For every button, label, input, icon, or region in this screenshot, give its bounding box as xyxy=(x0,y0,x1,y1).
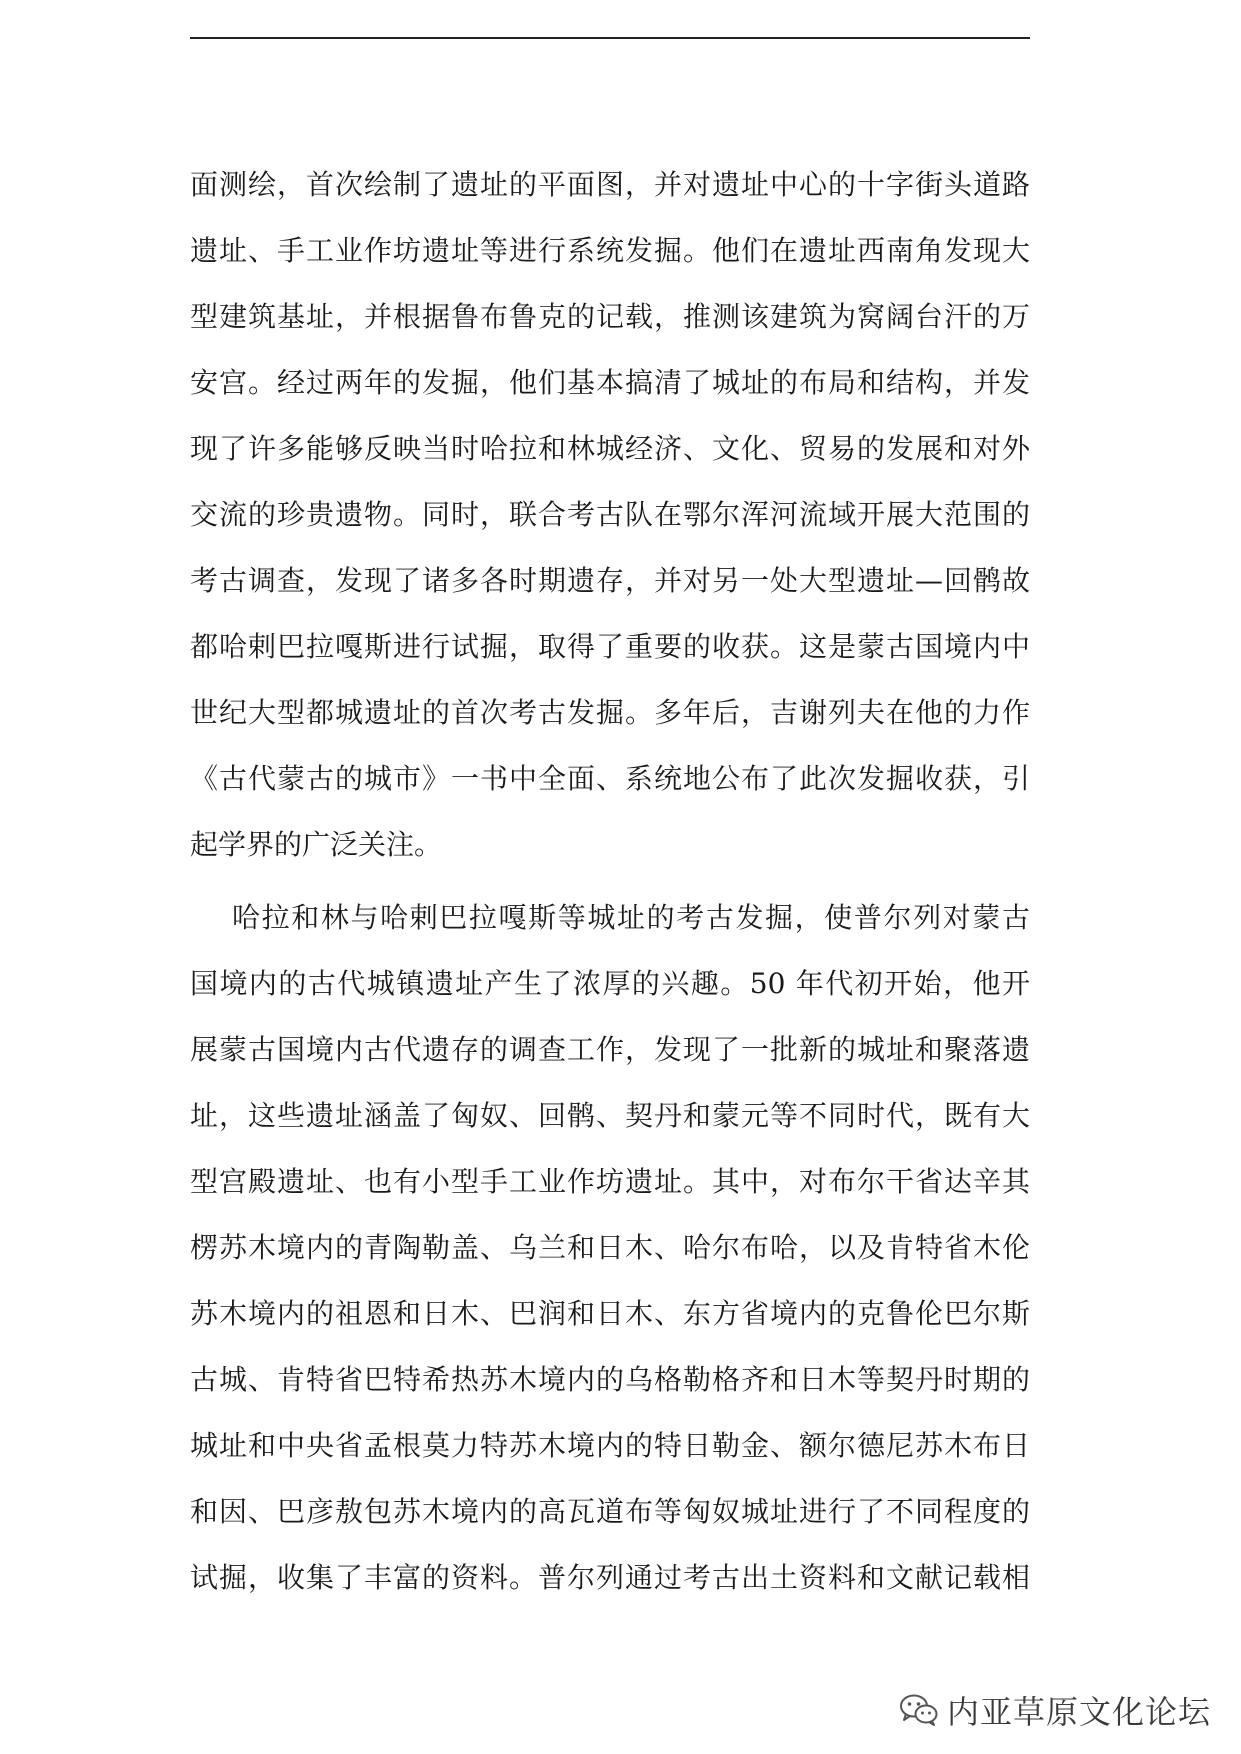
source-watermark xyxy=(899,1688,1211,1732)
text-line: 世纪大型都城遗址的首次考古发掘。多年后，吉谢列夫在他的力作 xyxy=(190,696,1030,729)
text-line: 址，这些遗址涵盖了匈奴、回鹘、契丹和蒙元等不同时代，既有大 xyxy=(190,1099,1030,1132)
text-line: 古城、肯特省巴特希热苏木境内的乌格勒格齐和日木等契丹时期的 xyxy=(190,1363,1030,1396)
text-line: 面测绘，首次绘制了遗址的平面图，并对遗址中心的十字街头道路 xyxy=(190,168,1030,201)
text-line: 型建筑基址，并根据鲁布鲁克的记载，推测该建筑为窝阔台汗的万 xyxy=(190,300,1030,333)
text-line: 交流的珍贵遗物。同时，联合考古队在鄂尔浑河流域开展大范围的 xyxy=(190,498,1030,531)
paragraph-1 xyxy=(190,152,1030,878)
text-line: 展蒙古国境内古代遗存的调查工作，发现了一批新的城址和聚落遗 xyxy=(190,1033,1030,1066)
text-line: 都哈剌巴拉嘎斯进行试掘，取得了重要的收获。这是蒙古国境内中 xyxy=(190,630,1030,663)
text-line: 现了许多能够反映当时哈拉和林城经济、文化、贸易的发展和对外 xyxy=(190,432,1030,465)
text-line: 城址和中央省孟根莫力特苏木境内的特日勒金、额尔德尼苏木布日 xyxy=(190,1429,1030,1462)
text-line: 苏木境内的祖恩和日木、巴润和日木、东方省境内的克鲁伦巴尔斯 xyxy=(190,1297,1030,1330)
text-line: 考古调查，发现了诸多各时期遗存，并对另一处大型遗址—回鹘故 xyxy=(190,564,1030,597)
text-line: 起学界的广泛关注。 xyxy=(190,828,443,861)
paragraph-2 xyxy=(190,885,1030,1611)
text-line: 遗址、手工业作坊遗址等进行系统发掘。他们在遗址西南角发现大 xyxy=(190,234,1030,267)
text-line: 型宫殿遗址、也有小型手工业作坊遗址。其中，对布尔干省达辛其 xyxy=(190,1165,1030,1198)
wechat-icon xyxy=(899,1693,939,1727)
text-line: 国境内的古代城镇遗址产生了浓厚的兴趣。50 年代初开始，他开 xyxy=(190,967,1030,1000)
header-rule xyxy=(190,37,1030,39)
text-line: 安宫。经过两年的发掘，他们基本搞清了城址的布局和结构，并发 xyxy=(190,366,1030,399)
text-line: 试掘，收集了丰富的资料。普尔列通过考古出土资料和文献记载相 xyxy=(190,1561,1030,1594)
text-line: 和因、巴彦敖包苏木境内的高瓦道布等匈奴城址进行了不同程度的 xyxy=(190,1495,1030,1528)
text-line: 楞苏木境内的青陶勒盖、乌兰和日木、哈尔布哈，以及肯特省木伦 xyxy=(190,1231,1030,1264)
text-line: 哈拉和林与哈剌巴拉嘎斯等城址的考古发掘，使普尔列对蒙古 xyxy=(232,901,1030,934)
text-line: 《古代蒙古的城市》一书中全面、系统地公布了此次发掘收获，引 xyxy=(190,762,1030,795)
watermark-label: 内亚草原文化论坛 xyxy=(946,1693,1211,1731)
